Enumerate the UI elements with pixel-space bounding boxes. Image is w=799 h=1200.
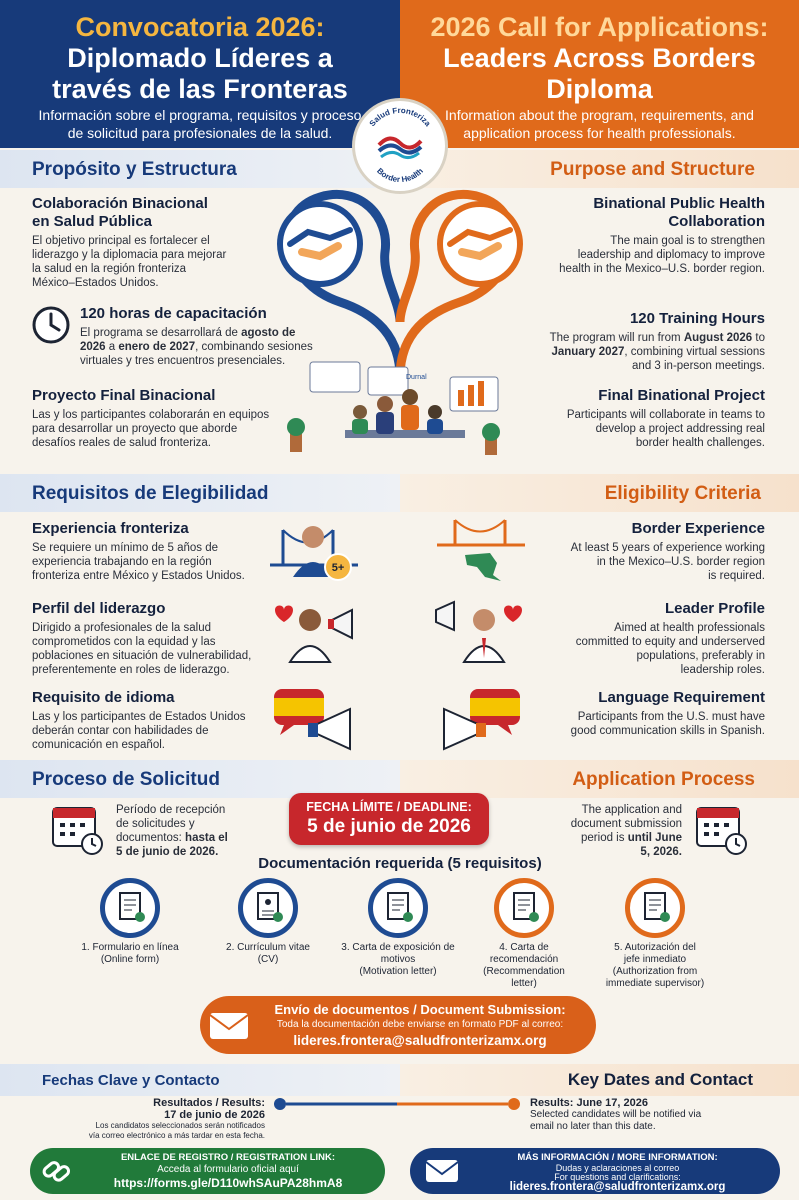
- purpose-es-item-2-title: 120 horas de capacitación: [80, 305, 267, 322]
- docs-heading: Documentación requerida (5 requisitos): [258, 855, 542, 872]
- salud-fronteriza-logo: [352, 98, 448, 194]
- doc-label-3: 3. Carta de exposición de motivos (Motivation letter): [341, 942, 455, 977]
- authorization-icon: [625, 878, 685, 938]
- link-icon: [40, 1156, 72, 1186]
- purpose-es-item-1: Colaboración Binacional en Salud Pública El objetivo principal es fortalecer el liderazgo y la diplomacia para mejorar la salud en la región fronteriza México–Estados Unidos.: [32, 195, 272, 290]
- info-sub-2: For questions and clarifications:: [554, 1172, 681, 1182]
- bridge-map-icon: [435, 515, 530, 585]
- results-en: Results: June 17, 2026 Selected candidates will be notified via email no later than this date.: [530, 1097, 702, 1132]
- eligibility-en-item-2: Leader Profile Aimed at health professionals committed to equity and underserved populations, preferably in leadership roles.: [575, 600, 765, 676]
- en-subtitle-1: Information about the program, requirements, and: [445, 107, 754, 123]
- svg-text:5+: 5+: [331, 562, 345, 574]
- cv-icon: [238, 878, 298, 938]
- mail-icon: [208, 1005, 250, 1045]
- doc-label-2: 2. Currículum vitae (CV): [226, 942, 310, 965]
- purpose-es-item-3: Proyecto Final Binacional Las y los participantes colaborarán en equipos para desarrollar un proyecto que aborde desafíos reales de salud fronteriza.: [32, 387, 292, 450]
- registration-link-banner[interactable]: [30, 1148, 385, 1194]
- deadline-banner: [289, 793, 489, 845]
- es-subtitle-2: de solicitud para profesionales de la salud.: [67, 125, 333, 141]
- reg-title: ENLACE DE REGISTRO / REGISTRATION LINK:: [120, 1152, 336, 1163]
- dates-heading-en: Key Dates and Contact: [567, 1070, 753, 1089]
- en-title-line2: Leaders Across Borders: [443, 43, 756, 73]
- info-email[interactable]: lideres.frontera@saludfronterizamx.org: [509, 1181, 726, 1193]
- dates-bar-en: [400, 1064, 799, 1096]
- clock-icon: [30, 304, 72, 346]
- info-title: MÁS INFORMACIÓN / MORE INFORMATION:: [517, 1152, 718, 1163]
- eligibility-es-item-1: Experiencia fronteriza Se requiere un mínimo de 5 años de experiencia trabajando en la región fronteriza entre México y Estados Unidos.: [32, 520, 245, 582]
- es-title-line2: Diplomado Líderes a: [67, 43, 333, 73]
- eligibility-es-item-3: Requisito de idioma Las y los participantes de Estados Unidos deberán contar con habilidades de comunicación en español.: [32, 689, 246, 751]
- eligibility-bar-es: [0, 474, 400, 512]
- svg-text:Border Health: Border Health: [375, 166, 425, 185]
- screen-label: Durnal: [406, 374, 427, 381]
- timeline-line: [272, 1096, 522, 1112]
- submission-text: Toda la documentación debe enviarse en formato PDF al correo:: [276, 1019, 564, 1030]
- header-spanish: [0, 0, 400, 148]
- reg-link[interactable]: https://forms.gle/D110whSAuPA28hmA8: [113, 1176, 343, 1190]
- info-sub-1: Dudas y aclaraciones al correo: [555, 1163, 680, 1173]
- purpose-heading-es: Propósito y Estructura: [32, 159, 237, 180]
- process-heading-en: Application Process: [572, 769, 755, 790]
- eligibility-es-item-2: Perfil del liderazgo Dirigido a profesionales de la salud comprometidos con la equidad y las poblaciones en situación de vulnerabilidad, preferentemente en roles de liderazgo.: [32, 600, 252, 676]
- purpose-en-item-1-title: Binational Public Health Collaboration: [593, 195, 765, 230]
- purpose-es-item-1-title: Colaboración Binacional en Salud Pública: [32, 195, 208, 230]
- process-en-period: The application and document submission period is until June 5, 2026.: [570, 804, 682, 858]
- eligibility-bar-en: [400, 474, 799, 512]
- doc-label-4: 4. Carta de recomendación (Recommendation letter): [483, 942, 565, 989]
- purpose-en-item-1: Binational Public Health Collaboration The main goal is to strengthen leadership and diplomacy to improve health in the Mexico–U.S. border region.: [520, 195, 765, 276]
- dates-bar-es: [0, 1064, 400, 1096]
- process-heading-es: Proceso de Solicitud: [32, 769, 220, 790]
- doc-label-5: 5. Autorización del jefe inmediato (Authorization from immediate supervisor): [605, 942, 705, 989]
- envelope-icon: [424, 1158, 460, 1184]
- deadline-date: 5 de junio de 2026: [307, 816, 471, 837]
- es-title-year: Convocatoria 2026:: [75, 12, 325, 42]
- doctor-heart-icon: [432, 600, 527, 665]
- deadline-label: FECHA LÍMITE / DEADLINE:: [306, 800, 472, 814]
- spanish-speech-icon-right: [432, 685, 527, 755]
- results-es: Resultados / Results: 17 de junio de 2026 Los candidatos seleccionados serán notificados vía correo electrónico a más tardar en esta fecha.: [88, 1097, 265, 1140]
- process-es-period: Período de recepción de solicitudes y documentos: hasta el 5 de junio de 2026.: [116, 804, 228, 858]
- purpose-heading-en: Purpose and Structure: [550, 159, 755, 180]
- purpose-es-item-3-title: Proyecto Final Binacional: [32, 387, 216, 404]
- header-english: [400, 0, 799, 148]
- en-title-line3: Diploma: [546, 74, 653, 104]
- purpose-en-item-2-title: 120 Training Hours: [629, 310, 765, 327]
- submission-title: Envío de documentos / Document Submission:: [274, 1002, 566, 1017]
- calendar-clock-icon: [50, 800, 106, 858]
- reg-sub: Acceda al formulario oficial aquí: [157, 1164, 299, 1175]
- eligibility-en-item-1: Border Experience At least 5 years of experience working in the Mexico–U.S. border region is required.: [570, 520, 765, 582]
- purpose-en-item-3: Final Binational Project Participants will collaborate in teams to develop a project addressing real border health challenges.: [520, 387, 765, 450]
- doc-label-1: 1. Formulario en línea (Online form): [81, 942, 179, 965]
- en-title-year: 2026 Call for Applications:: [430, 12, 769, 42]
- motivation-letter-icon: [368, 878, 428, 938]
- purpose-en-item-3-title: Final Binational Project: [598, 387, 765, 404]
- doctor-megaphone-icon: [270, 600, 360, 665]
- es-title-line3: través de las Fronteras: [52, 74, 348, 104]
- recommendation-letter-icon: [494, 878, 554, 938]
- team-meeting-illustration: [287, 362, 500, 455]
- eligibility-heading-es: Requisitos de Elegibilidad: [32, 483, 269, 504]
- online-form-icon: [100, 878, 160, 938]
- eligibility-en-item-3: Language Requirement Participants from the U.S. must have good communication skills in Spanish.: [570, 689, 765, 737]
- dates-heading-es: Fechas Clave y Contacto: [42, 1072, 220, 1089]
- eligibility-heading-en: Eligibility Criteria: [604, 483, 761, 504]
- es-subtitle-1: Información sobre el programa, requisitos y proceso: [38, 107, 362, 123]
- en-subtitle-2: application process for health professionals.: [463, 125, 736, 141]
- bridge-person-icon: [268, 515, 363, 585]
- purpose-en-item-2: 120 Training Hours The program will run from August 2026 to January 2027, combining virtual sessions and 3 in-person meetings.: [515, 310, 765, 373]
- document-submission-banner: [200, 996, 596, 1054]
- purpose-es-item-2: 120 horas de capacitación El programa se desarrollará de agosto de 2026 a enero de 2027, combinando sesiones virtuales y tres encuentros presenciales.: [80, 305, 320, 368]
- spanish-speech-icon: [270, 685, 365, 755]
- submission-email[interactable]: lideres.frontera@saludfronterizamx.org: [293, 1033, 547, 1048]
- more-info-banner: [410, 1148, 780, 1194]
- svg-text:Salud Fronteriza: Salud Fronteriza: [367, 105, 433, 129]
- calendar-clock-icon-right: [694, 800, 750, 858]
